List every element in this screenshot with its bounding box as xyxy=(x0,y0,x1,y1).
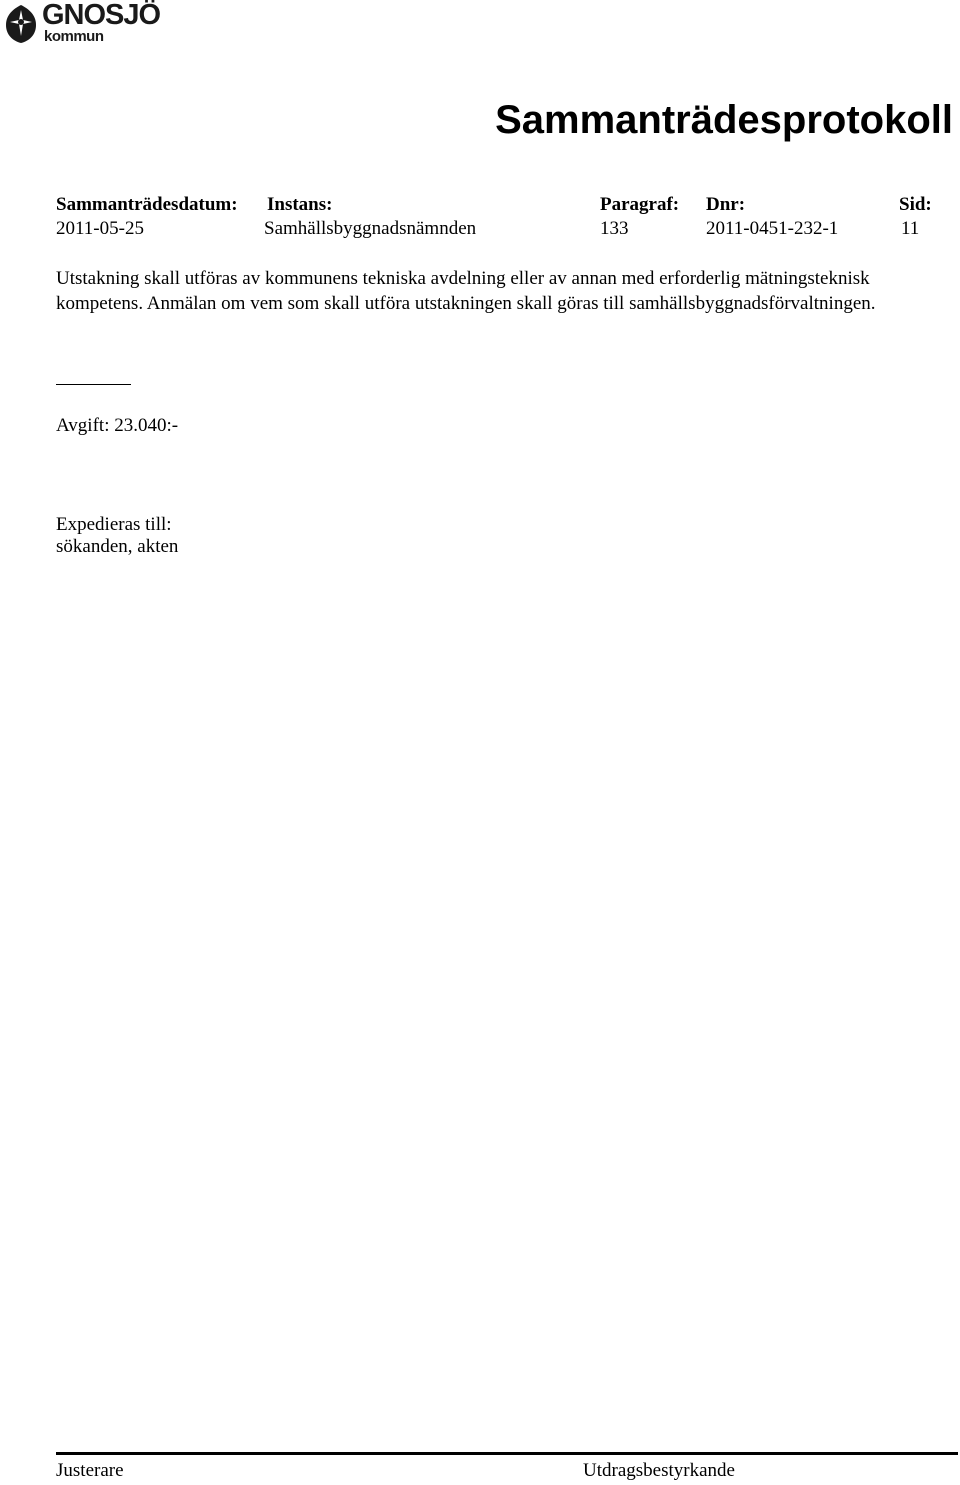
separator-line xyxy=(56,384,131,385)
distribution-label: Expedieras till: xyxy=(56,514,172,535)
page-label: Sid: xyxy=(899,194,932,215)
distribution-value: sökanden, akten xyxy=(56,536,179,557)
municipality-logo xyxy=(2,0,170,47)
municipal-crest-icon xyxy=(2,3,40,45)
adjuster-label: Justerare xyxy=(56,1460,124,1481)
dnr-value: 2011-0451-232-1 xyxy=(706,218,839,239)
body-paragraph: Utstakning skall utföras av kommunens tekniska avdelning eller av annan med erforderlig mätningsteknisk kompetens. Anmälan om vem som skall utföra utstakningen skall göras till samhällsbyggnadsförvaltningen. xyxy=(56,268,876,314)
date-label: Sammanträdesdatum: xyxy=(56,194,238,215)
instance-label: Instans: xyxy=(267,194,333,215)
footer-rule xyxy=(56,1452,958,1455)
logo-subtitle: kommun xyxy=(44,28,104,45)
certification-label: Utdragsbestyrkande xyxy=(583,1460,735,1481)
fee-text: Avgift: 23.040:- xyxy=(56,415,179,436)
document-title: Sammanträdesprotokoll xyxy=(495,98,953,142)
paragraph-value: 133 xyxy=(600,218,629,239)
page-value: 11 xyxy=(901,218,920,239)
paragraph-label: Paragraf: xyxy=(600,194,680,215)
logo-name: GNOSJÖ xyxy=(42,0,161,31)
instance-value: Samhällsbyggnadsnämnden xyxy=(264,218,477,239)
date-value: 2011-05-25 xyxy=(56,218,144,239)
dnr-label: Dnr: xyxy=(706,194,746,215)
